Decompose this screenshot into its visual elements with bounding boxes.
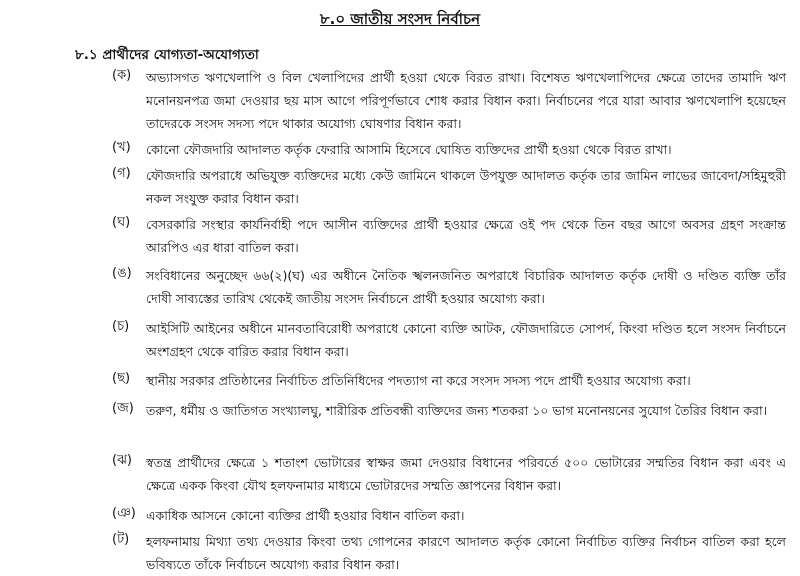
item-marker: (ঞ) — [112, 506, 136, 521]
item-marker: (ঝ) — [112, 453, 132, 468]
item-marker: (ঙ) — [112, 266, 132, 281]
chapter-title: ৮.০ জাতীয় সংসদ নির্বাচন — [319, 10, 481, 28]
item-marker: (জ) — [112, 401, 134, 416]
item-text: ফৌজদারি অপরাধে অভিযুক্ত ব্যক্তিদের মধ্যে কেউ জামিনে থাকলে উপযুক্ত আদালত কর্তৃক তার জামিন লাভের জাবেদা/সহিমুহুরী নকল সংযুক্ত করার বিধান করা। — [146, 168, 786, 206]
item-text: স্থানীয় সরকার প্রতিষ্ঠানের নির্বাচিত প্রতিনিধিদের পদত্যাগ না করে সংসদ সদস্য পদে প্রার্থী হওয়ার অযোগ্য করা। — [146, 373, 691, 388]
item-text: তরুণ, ধর্মীয় ও জাতিগত সংখ্যালঘু, শারীরিক প্রতিবন্ধী ব্যক্তিদের জন্য শতকরা ১০ ভাগ মনোনয়নের সুযোগ তৈরির বিধান করা। — [146, 403, 768, 418]
item-text: স্বতন্ত্র প্রার্থীদের ক্ষেত্রে ১ শতাংশ ভোটারের স্বাক্ষর জমা দেওয়ার বিধানের পরিবর্তে ৫০০ ভোটারের সম্মতির বিধান করা এবং এ ক্ষেত্রে একক কিংবা যৌথ হলফনামার মাধ্যমে ভোটারদের সম্মতি জ্ঞাপনের বিধান করা। — [146, 455, 786, 493]
item-marker: (গ) — [112, 166, 131, 181]
item-marker: (চ) — [112, 319, 130, 334]
item-text: একাধিক আসনে কোনো ব্যক্তির প্রার্থী হওয়ার বিধান বাতিল করা। — [146, 508, 465, 523]
item-marker: (ক) — [112, 68, 132, 83]
item-marker: (খ) — [112, 140, 131, 155]
item-marker: (ছ) — [112, 371, 131, 386]
item-text: হলফনামায় মিথ্যা তথ্য দেওয়ার কিংবা তথ্য গোপনের কারণে আদালত কর্তৃক কোনো নির্বাচিত ব্যক্তির নির্বাচন বাতিল করা হলে ভবিষ্যতে তাঁকে নির্বাচনে অযোগ্য করার বিধান করা। — [146, 534, 786, 572]
item-text: বেসরকারি সংস্থার কার্যনির্বাহী পদে আসীন ব্যক্তিদের প্রার্থী হওয়ার ক্ষেত্রে ওই পদ থেকে তিন বছর আগে অবসর গ্রহণ সংক্রান্ত আরপিও এর ধারা বাতিল করা। — [146, 217, 786, 255]
item-marker: (ট) — [112, 532, 130, 547]
item-text: অভ্যাসগত ঋণখেলাপি ও বিল খেলাপিদের প্রার্থী হওয়া থেকে বিরত রাখা। বিশেষত ঋণখেলাপিদের ক্ষেত্রে তাদের তামাদি ঋণ মনোনয়নপত্র জমা দেওয়ার ছয় মাস আগে পরিপূর্ণভাবে শোধ করার বিধান করা। নির্বাচনের পরে যারা আবার ঋণখেলাপি হয়েছেন তাদেরকে সংসদ সদস্য পদে থাকার অযোগ্য ঘোষণার বিধান করা। — [146, 70, 786, 131]
item-text: আইসিটি আইনের অধীনে মানবতাবিরোধী অপরাধে কোনো ব্যক্তি আটক, ফৌজদারিতে সোপর্দ, কিংবা দণ্ডিত হলে সংসদ নির্বাচনে অংশগ্রহণ থেকে বারিত করার বিধান করা। — [146, 321, 786, 359]
item-text: কোনো ফৌজদারি আদালত কর্তৃক ফেরারি আসামি হিসেবে ঘোষিত ব্যক্তিদের প্রার্থী হওয়া থেকে বিরত রাখা। — [146, 142, 672, 157]
item-text: সংবিধানের অনুচ্ছেদ ৬৬(২)(ঘ) এর অধীনে নৈতিক স্খলনজনিত অপরাধে বিচারিক আদালত কর্তৃক দোষী ও দণ্ডিত ব্যক্তি তাঁর দোষী সাব্যস্তের তারিখ থেকেই জাতীয় সংসদ নির্বাচনে প্রার্থী হওয়ার অযোগ্য করা। — [146, 268, 786, 306]
item-marker: (ঘ) — [112, 215, 131, 230]
section-heading: ৮.১ প্রার্থীদের যোগ্যতা-অযোগ্যতা — [75, 47, 259, 63]
